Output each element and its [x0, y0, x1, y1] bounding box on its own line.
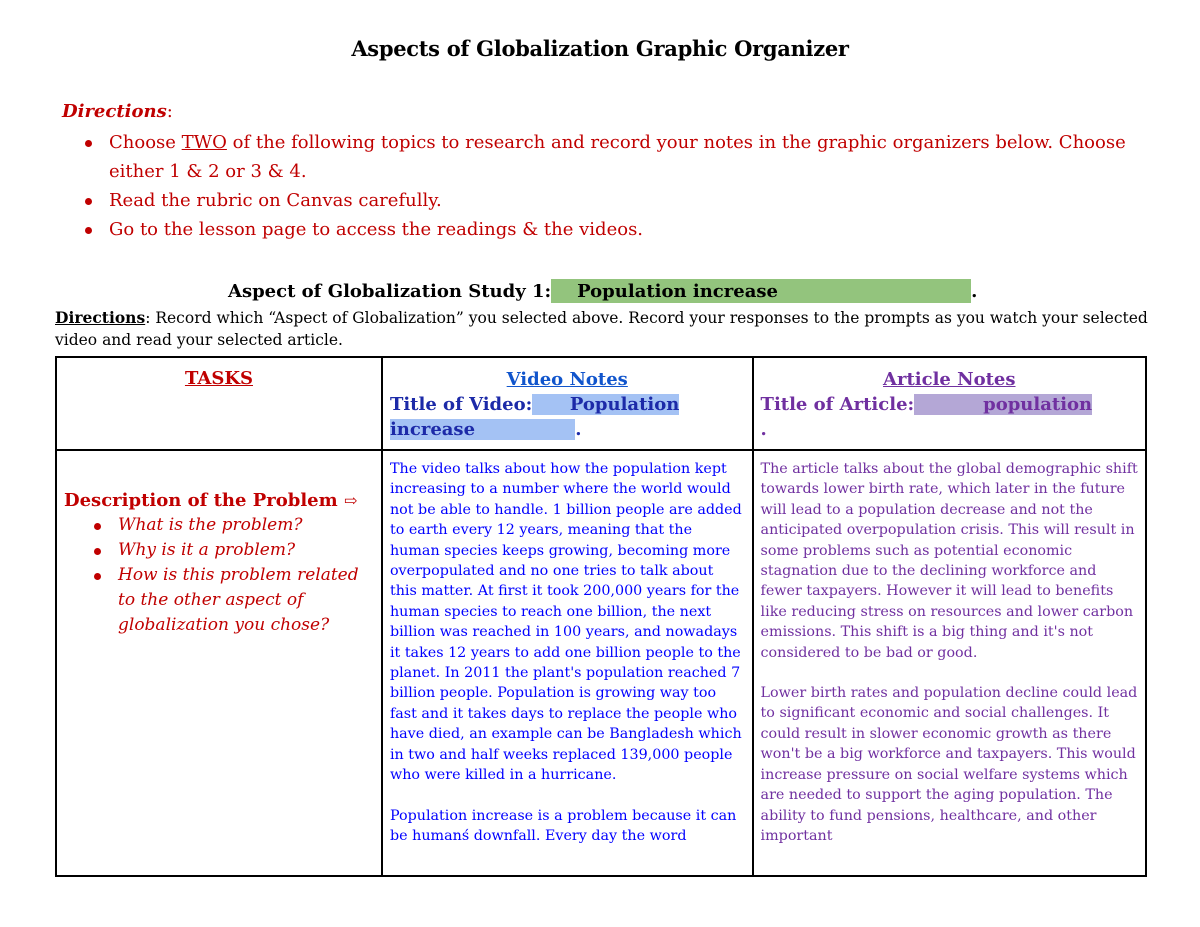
video-title-period: .	[575, 419, 582, 440]
record-directions-label: Directions	[55, 308, 146, 327]
page-title: Aspects of Globalization Graphic Organizer	[351, 36, 849, 61]
study-heading	[228, 279, 977, 305]
record-directions	[55, 307, 1155, 351]
directions-item-lesson: Go to the lesson page to access the readings & the videos.	[80, 215, 1160, 244]
tasks-header: TASKS	[184, 368, 253, 389]
article-title	[761, 392, 1138, 442]
directions-heading-text: Directions	[62, 101, 167, 122]
study-period: .	[971, 281, 978, 302]
directions-colon: :	[166, 101, 173, 122]
study-value[interactable]: Population increase	[551, 279, 971, 303]
video-notes-text	[390, 451, 745, 846]
article-title-value[interactable]	[914, 394, 1092, 415]
header-row	[56, 357, 1146, 450]
directions-item-choose-pre: Choose	[109, 132, 182, 153]
video-title-value-text: Population increase	[389, 394, 680, 440]
video-notes-header: Video Notes	[506, 369, 628, 390]
video-header-cell	[382, 357, 753, 450]
tasks-header-cell	[56, 357, 382, 450]
directions-item-rubric: Read the rubric on Canvas carefully.	[80, 186, 1160, 215]
article-title-label: Title of Article:	[760, 394, 915, 415]
directions-item-choose	[80, 128, 1160, 186]
question-item: What is the problem?	[88, 513, 374, 538]
article-notes-text	[761, 451, 1138, 846]
directions-heading	[62, 101, 173, 122]
question-item: How is this problem related to the other aspect of globalization you chose?	[88, 563, 374, 638]
video-notes-cell[interactable]	[382, 450, 753, 876]
article-title-value-text: population	[983, 394, 1093, 415]
video-notes-paragraph: Population increase is a problem because it can be humanś downfall. Every day the word	[389, 807, 737, 844]
article-notes-cell[interactable]	[753, 450, 1146, 876]
problem-row	[56, 450, 1146, 876]
video-title	[390, 392, 745, 442]
directions-item-choose-post: of the following topics to research and record your notes in the graphic organizers below. Choose either 1 & 2 or 3 & 4.	[109, 132, 1126, 182]
directions-list	[80, 128, 1160, 244]
study-label: Aspect of Globalization Study 1:	[228, 281, 552, 302]
problem-questions	[64, 513, 374, 638]
problem-task-cell	[56, 450, 382, 876]
article-header-cell	[753, 357, 1146, 450]
video-notes-paragraph: The video talks about how the population kept increasing to a number where the world would not be able to handle. 1 billion people are added to earth every 12 years, meaning that the human species keeps growing, becoming more overpopulated and no one tries to talk about this matter. At first it took 200,000 years for the human species to reach one billion, the next billion was reached in 100 years, and nowadays it takes 12 years to add one billion people to the planet. In 2011 the plant's population reached 7 billion people. Population is growing way too fast and it takes days to replace the people who have died, an example can be Bangladesh which in two and half weeks replaced 139,000 people who were killed in a hurricane.	[389, 461, 742, 784]
problem-heading	[64, 488, 374, 513]
record-directions-text: : Record which “Aspect of Globalization” you selected above. Record your responses to the prompts as you watch your selected video and read your selected article.	[55, 309, 1148, 349]
graphic-organizer-table	[55, 356, 1147, 877]
article-notes-paragraph: Lower birth rates and population decline could lead to significant economic and social challenges. It could result in slower economic growth as there won't be a big workforce and taxpayers. This would increase pressure on social welfare systems which are needed to support the aging population. The ability to fund pensions, healthcare, and other important	[760, 685, 1138, 844]
article-notes-paragraph: The article talks about the global demographic shift towards lower birth rate, which later in the future will lead to a population decrease and not the anticipated overpopulation crisis. This will result in some problems such as potential economic stagnation due to the declining workforce and fewer taxpayers. However it will lead to benefits like reducing stress on resources and lower carbon emissions. This shift is a big thing and it's not considered to be bad or good.	[760, 461, 1138, 661]
problem-heading-text: Description of the Problem	[64, 490, 338, 511]
article-notes-header: Article Notes	[883, 369, 1016, 390]
arrow-right-icon: ⇨	[343, 491, 358, 510]
question-item: Why is it a problem?	[88, 538, 374, 563]
video-title-label: Title of Video:	[389, 394, 533, 415]
directions-item-choose-emph: TWO	[181, 132, 227, 153]
article-title-period: .	[760, 419, 767, 440]
